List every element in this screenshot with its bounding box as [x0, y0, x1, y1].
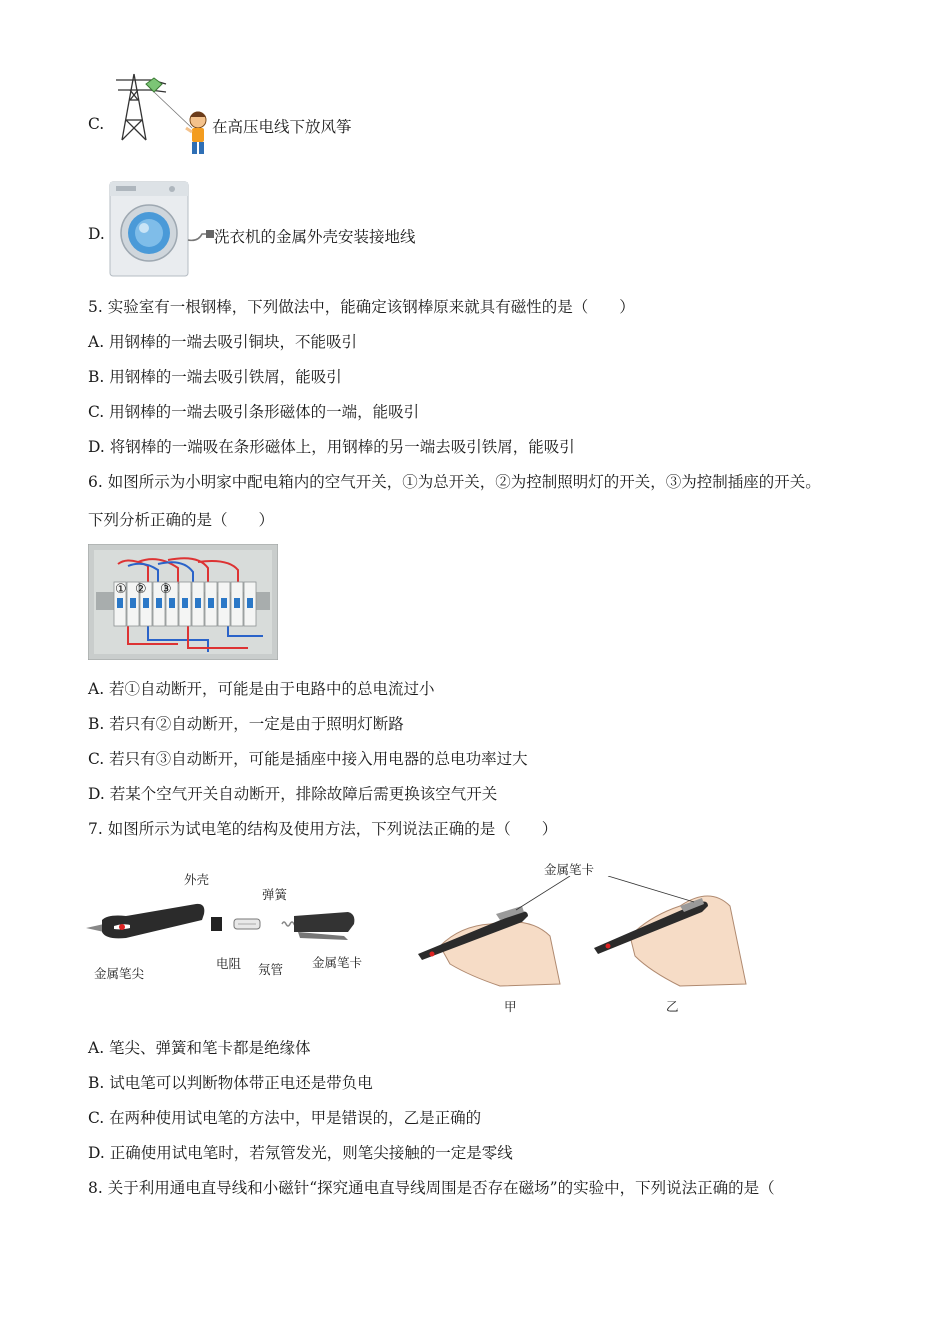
option-c-letter: C.: [88, 115, 105, 133]
label-neon-tube: 氖管: [258, 962, 284, 977]
test-pen-structure-image: [86, 880, 371, 964]
breaker-label-2: ②: [135, 582, 147, 597]
q8-stem: 8. 关于利用通电直导线和小磁针“探究通电直导线周围是否存在磁场”的实验中，下列说法正确的是（: [88, 1179, 775, 1197]
q5-option-d: D. 将钢棒的一端吸在条形磁体上，用钢棒的另一端去吸引铁屑，能吸引: [88, 438, 575, 456]
q6-option-a: A. 若①自动断开，可能是由于电路中的总电流过小: [88, 680, 435, 698]
label-shell: 外壳: [184, 872, 210, 887]
q6-stem-line1: 6. 如图所示为小明家中配电箱内的空气开关，①为总开关，②为控制照明灯的开关，③为控制插座的开关。: [88, 473, 821, 491]
breaker-label-3: ③: [160, 582, 172, 597]
option-c-caption: 在高压电线下放风筝: [212, 118, 352, 136]
q7-option-c: C. 在两种使用试电笔的方法中，甲是错误的，乙是正确的: [88, 1109, 482, 1127]
q6-option-c: C. 若只有③自动断开，可能是插座中接入用电器的总电功率过大: [88, 750, 528, 768]
label-metal-clip: 金属笔卡: [312, 955, 363, 970]
label-metal-tip: 金属笔尖: [94, 966, 145, 981]
q7-option-b: B. 试电笔可以判断物体带正电还是带负电: [88, 1074, 373, 1092]
label-metal-clip-top: 金属笔卡: [544, 862, 595, 877]
test-pen-usage-image: [410, 876, 750, 992]
q7-option-a: A. 笔尖、弹簧和笔卡都是绝缘体: [88, 1039, 311, 1057]
q7-option-d: D. 正确使用试电笔时，若氖管发光，则笔尖接触的一定是零线: [88, 1144, 513, 1162]
breaker-box-image: [88, 544, 278, 660]
option-d-letter: D.: [88, 225, 105, 243]
breaker-label-1: ①: [115, 582, 127, 597]
label-yi: 乙: [666, 999, 679, 1014]
q5-option-b: B. 用钢棒的一端去吸引铁屑，能吸引: [88, 368, 342, 386]
q6-option-b: B. 若只有②自动断开，一定是由于照明灯断路: [88, 715, 404, 733]
label-resistor: 电阻: [216, 956, 242, 971]
q5-option-c: C. 用钢棒的一端去吸引条形磁体的一端，能吸引: [88, 403, 420, 421]
q5-option-a: A. 用钢棒的一端去吸引铜块，不能吸引: [88, 333, 358, 351]
q7-stem: 7. 如图所示为试电笔的结构及使用方法，下列说法正确的是（ ）: [88, 820, 558, 838]
q5-stem: 5. 实验室有一根钢棒，下列做法中，能确定该钢棒原来就具有磁性的是（ ）: [88, 298, 635, 316]
kite-under-powerline-image: [106, 70, 218, 162]
label-spring: 弹簧: [262, 887, 288, 902]
washing-machine-image: [106, 180, 216, 278]
label-jia: 甲: [504, 999, 517, 1014]
q6-option-d: D. 若某个空气开关自动断开，排除故障后需更换该空气开关: [88, 785, 498, 803]
option-d-caption: 洗衣机的金属外壳安装接地线: [214, 228, 416, 246]
q6-stem-line2: 下列分析正确的是（ ）: [88, 511, 275, 529]
